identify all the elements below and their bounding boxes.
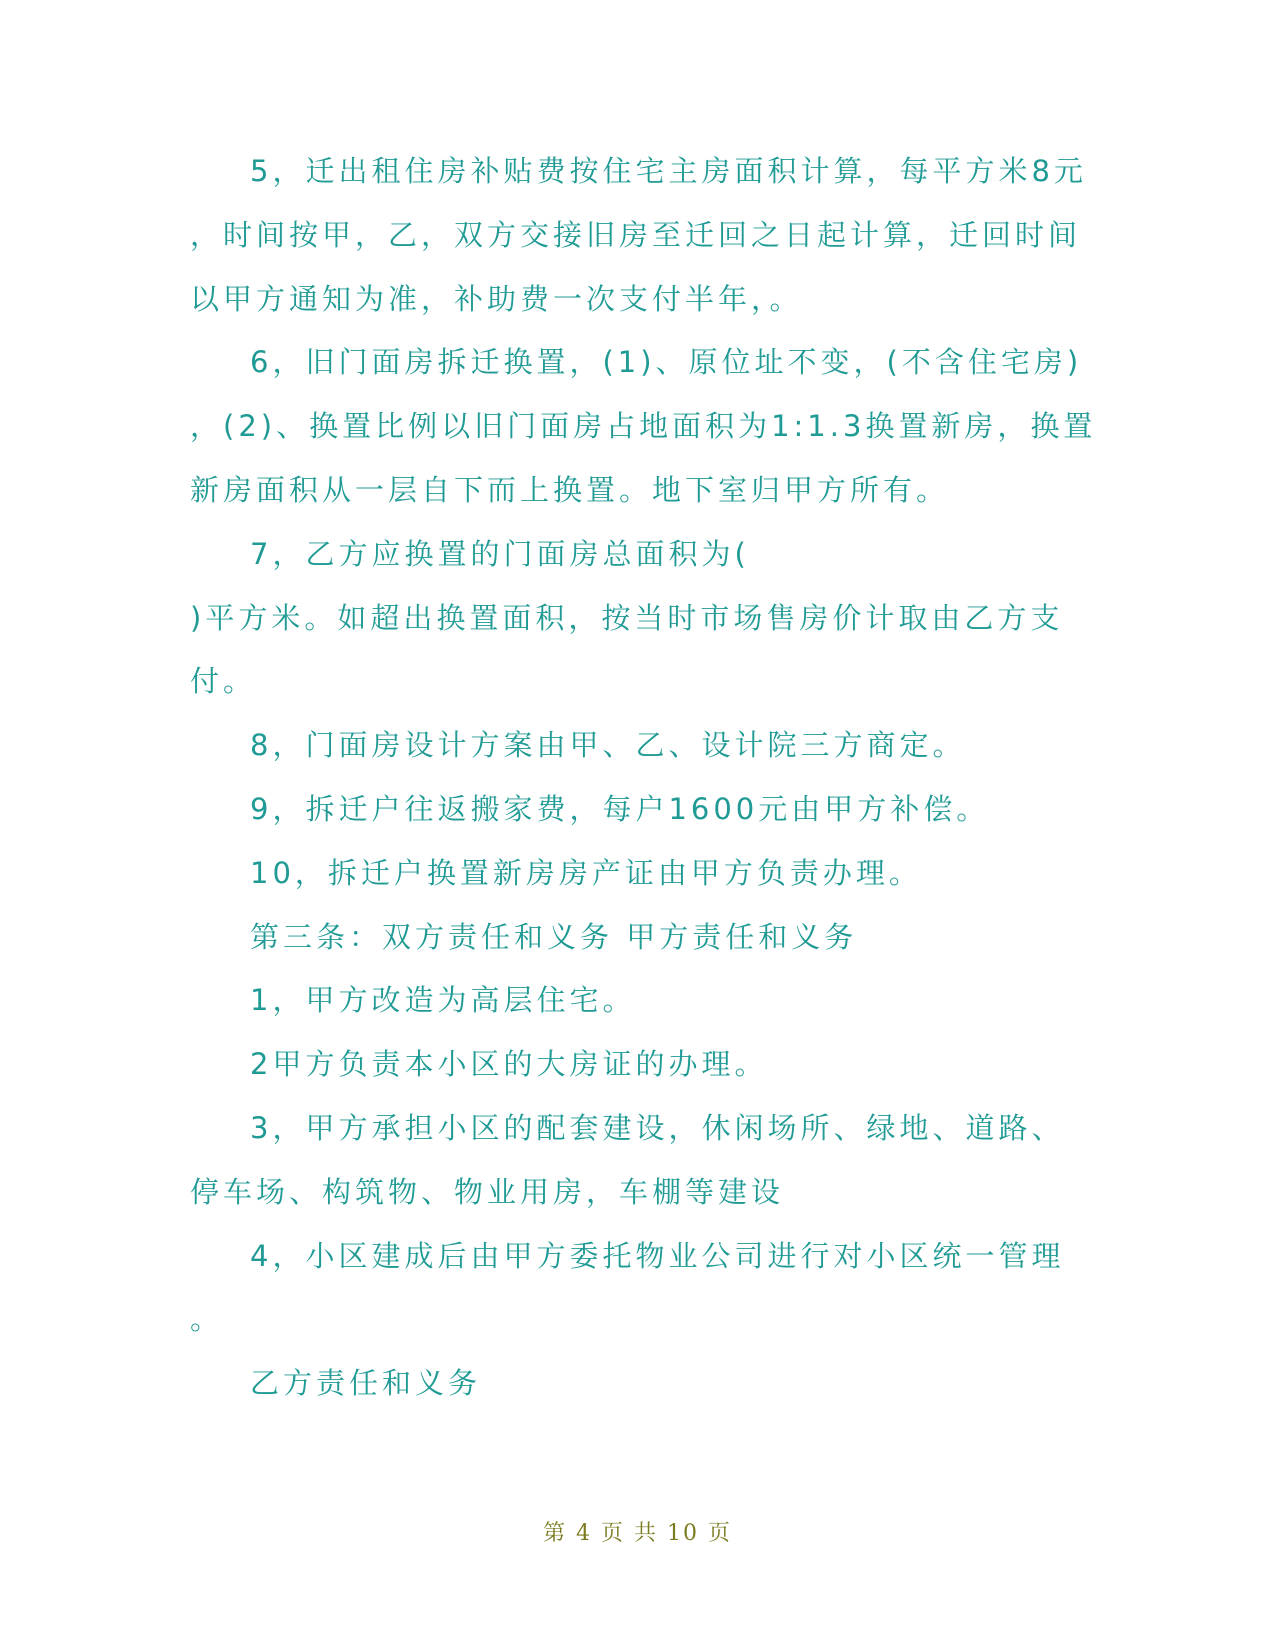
text-line: 2甲方负责本小区的大房证的办理。 bbox=[250, 1047, 768, 1082]
text-line: 8，门面房设计方案由甲、乙、设计院三方商定。 bbox=[250, 728, 966, 763]
text-line: 以甲方通知为准，补助费一次支付半年，。 bbox=[190, 281, 803, 316]
text-line: 。 bbox=[190, 1302, 224, 1337]
text-line: 5，迁出租住房补贴费按住宅主房面积计算，每平方米8元 bbox=[250, 154, 1087, 188]
subsection-heading: 乙方责任和义务 bbox=[250, 1366, 482, 1401]
text-line: 停车场、构筑物、物业用房，车棚等建设 bbox=[190, 1174, 785, 1209]
text-line: 6，旧门面房拆迁换置，(1)、原位址不变，(不含住宅房) bbox=[250, 345, 1083, 380]
text-line: ，时间按甲，乙，双方交接旧房至迁回之日起计算，迁回时间 bbox=[190, 217, 1082, 252]
text-line: 付。 bbox=[190, 664, 257, 699]
text-line: 新房面积从一层自下而上换置。地下室归甲方所有。 bbox=[190, 472, 950, 507]
page-number: 第 4 页 共 10 页 bbox=[543, 1521, 732, 1546]
text-line: 4，小区建成后由甲方委托物业公司进行对小区统一管理 bbox=[250, 1238, 1065, 1273]
text-line: )平方米。如超出换置面积，按当时市场售房价计取由乙方支 bbox=[190, 600, 1064, 635]
document-body bbox=[190, 140, 1097, 1416]
text-line: 10，拆迁户换置新房房产证由甲方负责办理。 bbox=[250, 855, 922, 890]
text-line: 9，拆迁户往返搬家费，每户1600元由甲方补偿。 bbox=[250, 791, 990, 826]
text-line: 1，甲方改造为高层住宅。 bbox=[250, 983, 636, 1018]
text-line: ，(2)、换置比例以旧门面房占地面积为1:1.3换置新房，换置 bbox=[190, 409, 1097, 444]
section-heading: 第三条：双方责任和义务 甲方责任和义务 bbox=[250, 919, 858, 954]
page-footer bbox=[0, 1516, 1275, 1547]
text-line: 7，乙方应换置的门面房总面积为( bbox=[250, 536, 750, 571]
text-line: 3，甲方承担小区的配套建设，休闲场所、绿地、道路、 bbox=[250, 1110, 1065, 1145]
